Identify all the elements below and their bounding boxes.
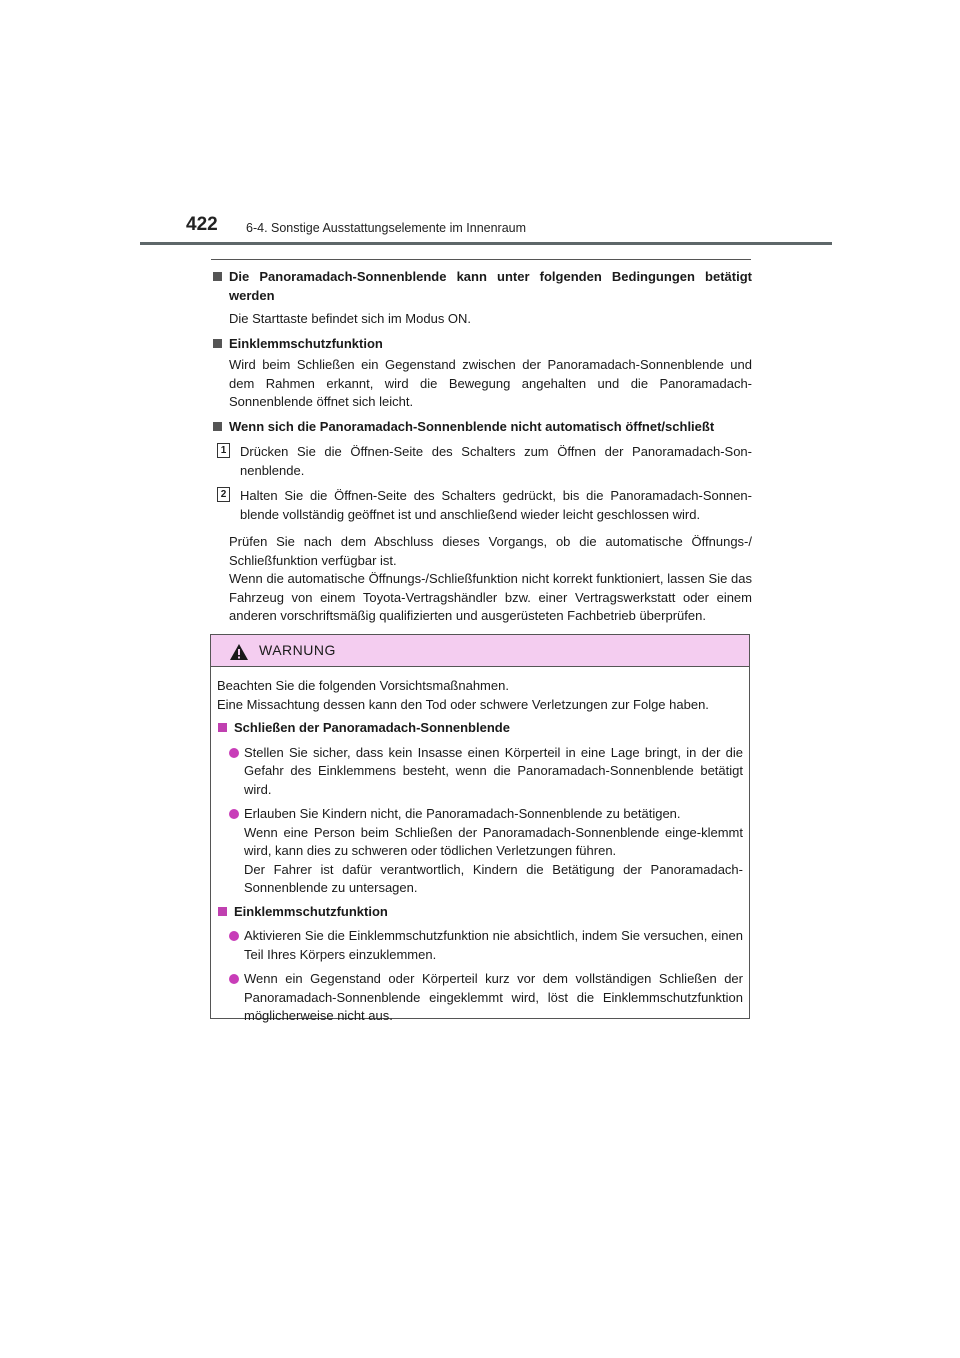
warning-intro: [217, 677, 743, 714]
info-item-text: Die Starttaste befindet sich im Modus ON.: [229, 311, 472, 326]
info-item-title: Die Panoramadach-Sonnenblende kann unter folgenden Bedingungen betätigt werden: [229, 269, 752, 303]
warning-bullet-text: Wenn ein Gegenstand oder Körperteil kurz vor dem vollständigen Schließen der Panoramadach-Sonnenblende eingeklemmt wird, löst die Einklemmschutzfunktion möglicherweise nicht aus.: [244, 971, 743, 1023]
warning-title: WARNUNG: [259, 642, 336, 658]
warning-intro-line: Beachten Sie die folgenden Vorsichtsmaßnahmen.: [217, 678, 509, 693]
warning-section: [217, 903, 743, 922]
info-item-title: Einklemmschutzfunktion: [229, 335, 383, 351]
circle-bullet-icon: [229, 931, 239, 941]
step-number: 1: [217, 443, 230, 458]
warning-triangle-icon: [229, 643, 249, 661]
info-item: [212, 418, 752, 437]
warning-section-title: Schließen der Panoramadach-Sonnenblende: [234, 720, 510, 735]
square-bullet-icon: [213, 272, 222, 281]
section-title: 6-4. Sonstige Ausstattungselemente im Innenraum: [246, 221, 527, 235]
step-text: Halten Sie die Öffnen-Seite des Schalters gedrückt, bis die Panoramadach-Sonnen-blende vollständig geöffnet ist und anschließend wieder leicht geschlossen wird.: [240, 488, 752, 522]
circle-bullet-icon: [229, 809, 239, 819]
warning-section: [217, 719, 743, 738]
main-content: [212, 268, 752, 626]
step-item: [212, 443, 752, 480]
warning-bullet: [217, 927, 743, 964]
warning-body: [211, 667, 749, 1026]
step-item: [212, 487, 752, 524]
info-item: [212, 335, 752, 412]
circle-bullet-icon: [229, 974, 239, 984]
info-item-title: Wenn sich die Panoramadach-Sonnenblende nicht automatisch öffnet/schließt: [229, 418, 715, 434]
paragraph: Wenn die automatische Öffnungs-/Schließfunktion nicht korrekt funktioniert, lassen Sie das Fahrzeug von einem Toyota-Vertragshändler bzw. einer Vertragswerkstatt oder einem anderen vorschriftsmäßig qualifizierten und ausgerüsteten Fachbetrieb überprüfen.: [229, 571, 752, 623]
warning-bullet: [217, 970, 743, 1026]
warning-header: [211, 635, 749, 667]
square-bullet-icon: [213, 422, 222, 431]
warning-bullet-text: Der Fahrer ist dafür verantwortlich, Kindern die Betätigung der Panoramadach-Sonnenblende zu untersagen.: [244, 861, 743, 895]
paragraph: Prüfen Sie nach dem Abschluss dieses Vorgangs, ob die automatische Öffnungs-/ Schließfunktion verfügbar ist.: [229, 534, 752, 568]
warning-bullet-text: Erlauben Sie Kindern nicht, die Panoramadach-Sonnenblende zu betätigen.: [244, 806, 681, 821]
warning-bullet: [217, 805, 743, 898]
square-bullet-icon: [218, 907, 227, 916]
step-text: Drücken Sie die Öffnen-Seite des Schalters zum Öffnen der Panoramadach-Son-nenblende.: [240, 444, 752, 478]
square-bullet-icon: [213, 339, 222, 348]
info-item: [212, 268, 752, 329]
square-bullet-icon: [218, 723, 227, 732]
info-item-text: Wird beim Schließen ein Gegenstand zwischen der Panoramadach-Sonnenblende und dem Rahmen erkannt, wird die Bewegung angehalten und die Panoramadach-Sonnenblende öffnet sich leicht.: [229, 357, 752, 409]
content-divider: [211, 259, 751, 260]
warning-box: [210, 634, 750, 1023]
header-rule: [140, 242, 832, 245]
circle-bullet-icon: [229, 748, 239, 758]
step-number: 2: [217, 487, 230, 502]
page-header: [0, 0, 960, 280]
page-number: 422: [186, 214, 218, 235]
warning-bullet-text: Aktivieren Sie die Einklemmschutzfunktion nie absichtlich, indem Sie versuchen, einen Teil Ihres Körpers einzuklemmen.: [244, 928, 743, 962]
warning-intro-line: Eine Missachtung dessen kann den Tod oder schwere Verletzungen zur Folge haben.: [217, 696, 709, 712]
warning-bullet: [217, 744, 743, 800]
warning-bullet-text: Stellen Sie sicher, dass kein Insasse einen Körperteil in eine Lage bringt, in der die Gefahr des Einklemmens besteht, wenn die Panoramadach-Sonnenblende betätigt wird.: [244, 744, 743, 797]
warning-section-title: Einklemmschutzfunktion: [234, 903, 388, 919]
warning-bullet-text: Wenn eine Person beim Schließen der Panoramadach-Sonnenblende einge-klemmt wird, kann dies zu schweren oder tödlichen Verletzungen führen.: [244, 824, 743, 858]
